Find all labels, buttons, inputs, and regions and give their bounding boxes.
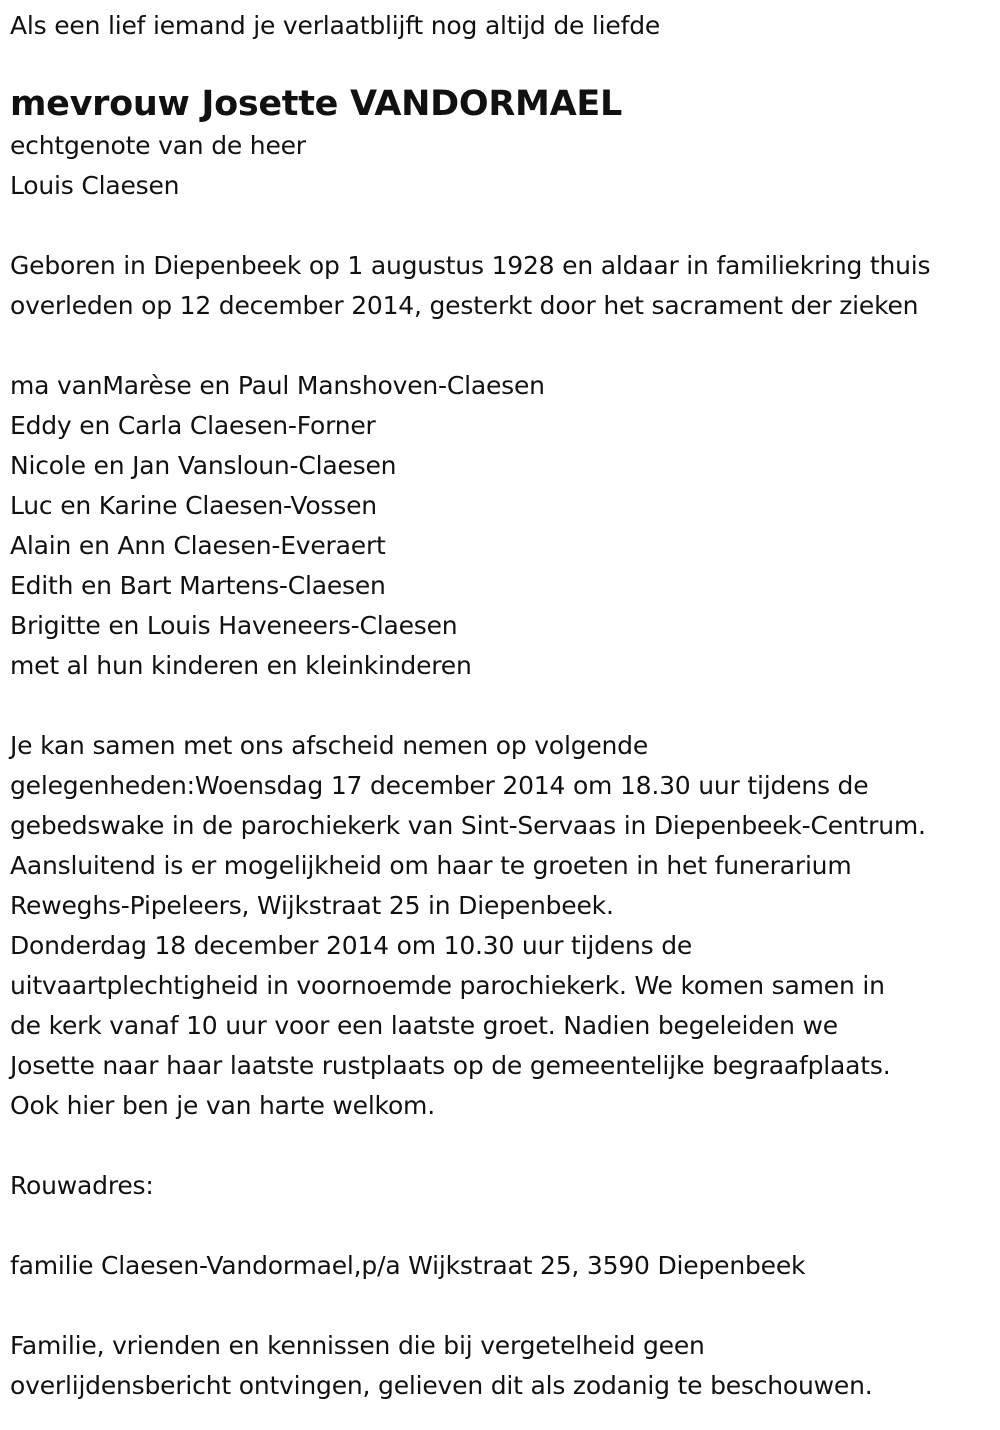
spouse-line: echtgenote van de heer	[10, 131, 306, 160]
ceremony-line: uitvaartplechtigheid in voornoemde parochiekerk. We komen samen in	[10, 971, 885, 1000]
ceremony-line: Aansluitend is er mogelijkheid om haar te groeten in het funerarium	[10, 851, 852, 880]
spacer	[10, 686, 995, 726]
family-line: Edith en Bart Martens-Claesen	[10, 571, 386, 600]
spacer	[10, 1126, 995, 1166]
spouse-name: Louis Claesen	[10, 171, 180, 200]
ceremony-line: gebedswake in de parochiekerk van Sint-Servaas in Diepenbeek-Centrum.	[10, 811, 926, 840]
ceremony-line: Je kan samen met ons afscheid nemen op volgende	[10, 731, 649, 760]
family-line: Nicole en Jan Vansloun-Claesen	[10, 451, 397, 480]
family-line: Luc en Karine Claesen-Vossen	[10, 491, 377, 520]
ceremony-line: Donderdag 18 december 2014 om 10.30 uur tijdens de	[10, 931, 693, 960]
ceremony-line: Ook hier ben je van harte welkom.	[10, 1091, 435, 1120]
address-label: Rouwadres:	[10, 1171, 154, 1200]
family-line: Eddy en Carla Claesen-Forner	[10, 411, 376, 440]
birth-line: Geboren in Diepenbeek op 1 augustus 1928 en aldaar in familiekring thuis	[10, 251, 931, 280]
closing-line: overlijdensbericht ontvingen, gelieven dit als zodanig te beschouwen.	[10, 1371, 873, 1400]
intro-quote: Als een lief iemand je verlaatblijft nog altijd de liefde	[10, 11, 661, 40]
family-line: ma vanMarèse en Paul Manshoven-Claesen	[10, 371, 545, 400]
deceased-name: mevrouw Josette VANDORMAEL	[10, 84, 622, 124]
closing-line: Familie, vrienden en kennissen die bij vergetelheid geen	[10, 1331, 705, 1360]
family-line: met al hun kinderen en kleinkinderen	[10, 651, 472, 680]
spacer	[10, 326, 995, 366]
family-line: Alain en Ann Claesen-Everaert	[10, 531, 386, 560]
spacer	[10, 1206, 995, 1246]
family-line: Brigitte en Louis Haveneers-Claesen	[10, 611, 458, 640]
ceremony-line: gelegenheden:Woensdag 17 december 2014 om 18.30 uur tijdens de	[10, 771, 869, 800]
ceremony-line: Josette naar haar laatste rustplaats op de gemeentelijke begraafplaats.	[10, 1051, 891, 1080]
spacer	[10, 206, 995, 246]
ceremony-line: de kerk vanaf 10 uur voor een laatste groet. Nadien begeleiden we	[10, 1011, 838, 1040]
mourning-address: familie Claesen-Vandormael,p/a Wijkstraat 25, 3590 Diepenbeek	[10, 1251, 806, 1280]
ceremony-line: Reweghs-Pipeleers, Wijkstraat 25 in Diepenbeek.	[10, 891, 614, 920]
spacer	[10, 1286, 995, 1326]
death-line: overleden op 12 december 2014, gesterkt door het sacrament der zieken	[10, 291, 919, 320]
obituary-notice	[10, 0, 995, 1406]
